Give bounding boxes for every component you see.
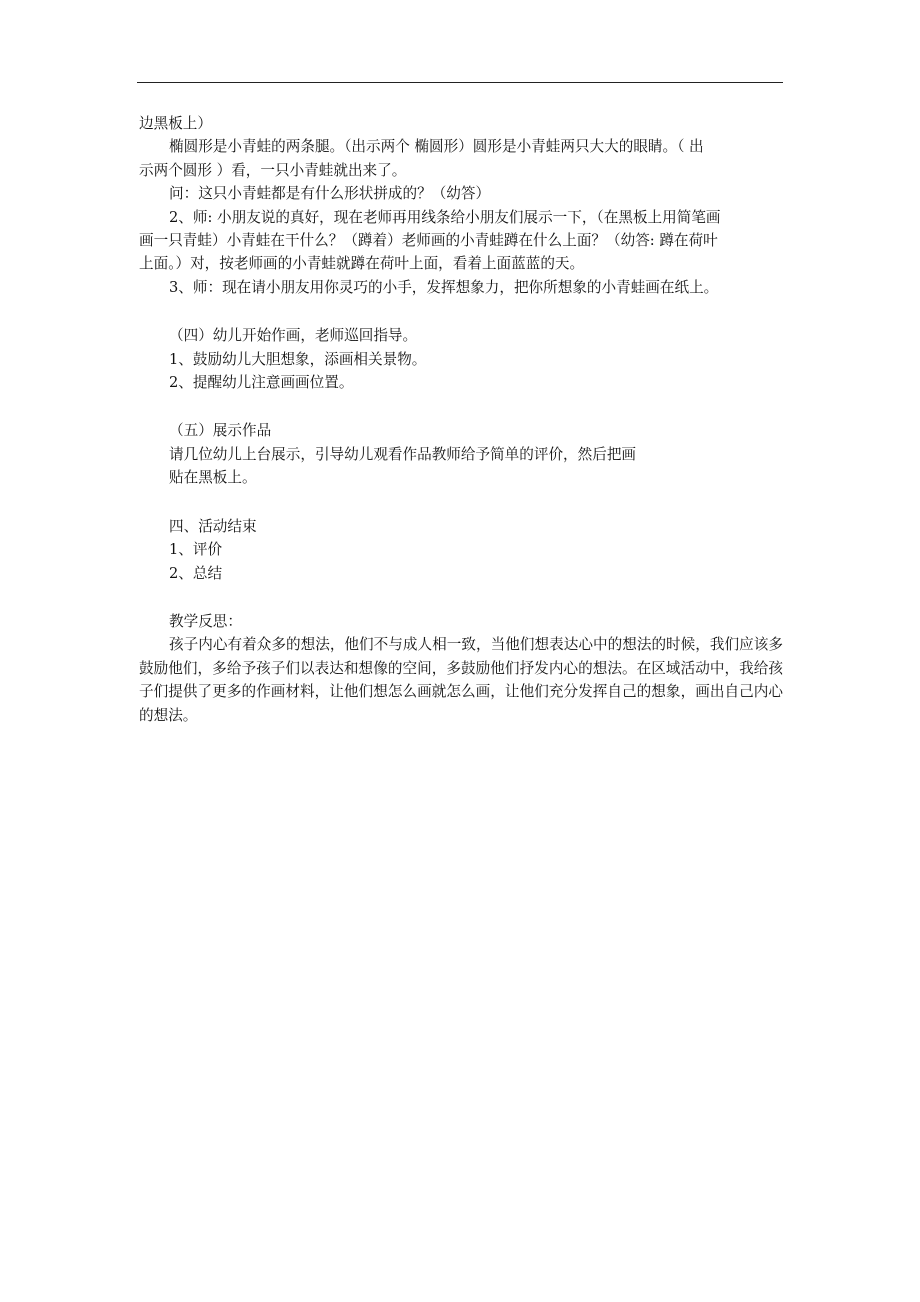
text-line: 3、师：现在请小朋友用你灵巧的小手，发挥想象力，把你所想象的小青蛙画在纸上。 bbox=[169, 278, 719, 296]
text-line: 椭圆形是小青蛙的两条腿。（出示两个 椭圆形）圆形是小青蛙两只大大的眼睛。（ 出 bbox=[169, 138, 704, 156]
section-heading: （五）展示作品 bbox=[169, 422, 272, 440]
text-line: 画一只青蛙）小青蛙在干什么？（蹲着）老师画的小青蛙蹲在什么上面？（幼答: 蹲在荷叶 bbox=[139, 232, 718, 250]
text-line: 2、提醒幼儿注意画画位置。 bbox=[169, 374, 354, 392]
text-line: 贴在黑板上。 bbox=[169, 469, 257, 487]
text-line: 示两个圆形 ）看，一只小青蛙就出来了。 bbox=[139, 161, 407, 179]
section-heading: 教学反思： bbox=[169, 612, 242, 630]
text-line: 请几位幼儿上台展示，引导幼儿观看作品教师给予简单的评价，然后把画 bbox=[169, 445, 637, 463]
reflection-paragraph: 孩子内心有着众多的想法，他们不与成人相一致，当他们想表达心中的想法的时候，我们应该多鼓励他们，多给予孩子们以表达和想像的空间，多鼓励他们抒发内心的想法。在区域活动中，我给孩子们提供了更多的作画材料，让他们想怎么画就怎么画，让他们充分发挥自己的想象，画出自己内心的想法。 bbox=[139, 636, 783, 724]
text-line: 上面。）对，按老师画的小青蛙就蹲在荷叶上面，看着上面蓝蓝的天。 bbox=[139, 255, 585, 273]
spacer bbox=[139, 299, 783, 324]
section-heading: 四、活动结束 bbox=[169, 517, 257, 535]
text-line: 1、鼓励幼儿大胆想象，添画相关景物。 bbox=[169, 350, 427, 368]
spacer bbox=[139, 394, 783, 419]
text-line: 2、师: 小朋友说的真好，现在老师再用线条给小朋友们展示一下，（在黑板上用简笔画 bbox=[169, 208, 721, 226]
document-body bbox=[139, 112, 783, 727]
section-heading: （四）幼儿开始作画，老师巡回指导。 bbox=[169, 327, 418, 345]
spacer bbox=[139, 585, 783, 610]
spacer bbox=[139, 490, 783, 515]
text-line: 边黑板上） bbox=[139, 115, 212, 132]
text-line: 1、评价 bbox=[169, 541, 223, 559]
text-line: 问：这只小青蛙都是有什么形状拼成的？（幼答） bbox=[169, 185, 491, 203]
header-rule bbox=[137, 82, 783, 83]
text-line: 2、总结 bbox=[169, 564, 223, 582]
